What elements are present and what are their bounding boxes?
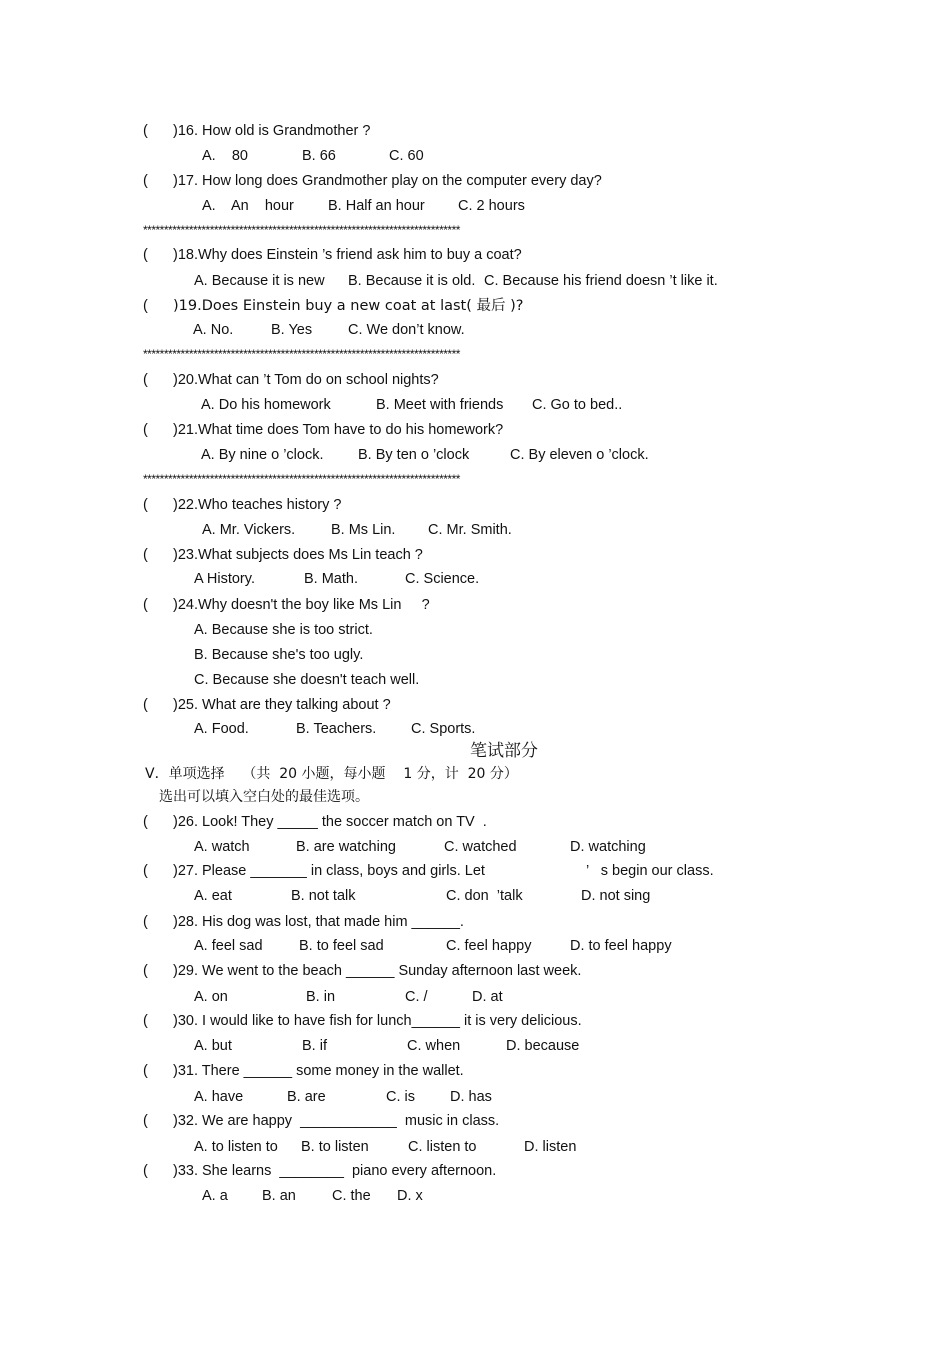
q23-option-a: A History. [194, 571, 255, 587]
q27-bracket: ( [143, 863, 148, 879]
q18-option-c: C. Because his friend doesn ’t like it. [484, 273, 718, 289]
q27-option-d: D. not sing [581, 888, 651, 904]
q28-option-c: C. feel happy [446, 938, 532, 954]
q29-option-d: D. at [472, 989, 503, 1005]
q27-question-tail: ’ s begin our class. [586, 863, 714, 879]
q32-option-a: A. to listen to [194, 1139, 278, 1155]
q25-question: )25. What are they talking about ? [173, 697, 391, 713]
separator-3: **************************************************************************** [143, 472, 460, 486]
q22-option-c: C. Mr. Smith. [428, 522, 512, 538]
q19-option-b: B. Yes [271, 322, 313, 338]
q17-option-c: C. 2 hours [458, 198, 525, 214]
q16-option-a: A. 80 [202, 148, 248, 164]
q30-question: )30. I would like to have fish for lunch______ it is very delicious. [173, 1013, 582, 1029]
q30-option-d: D. because [506, 1038, 580, 1054]
q20-bracket: ( [143, 372, 148, 388]
q28-bracket: ( [143, 914, 148, 930]
q29-option-b: B. in [306, 989, 336, 1005]
q24-bracket: ( [143, 597, 148, 613]
q23-question: )23.What subjects does Ms Lin teach ? [173, 547, 423, 563]
q28-option-d: D. to feel happy [570, 938, 672, 954]
q22-option-a: A. Mr. Vickers. [202, 522, 296, 538]
q19-question: )19.Does Einstein buy a new coat at last( 最后 )? [173, 298, 524, 314]
q30-bracket: ( [143, 1013, 148, 1029]
q21-option-c: C. By eleven o ’clock. [510, 447, 649, 463]
q33-question: )33. She learns ________ piano every afternoon. [173, 1163, 497, 1179]
q33-option-a: A. a [202, 1188, 228, 1204]
q26-option-a: A. watch [194, 839, 250, 855]
q28-option-a: A. feel sad [194, 938, 263, 954]
q27-option-c: C. don ’talk [446, 888, 523, 904]
section-heading: V．单项选择 （共 20 小题，每小题 1 分，计 20 分） [145, 766, 518, 782]
q25-option-b: B. Teachers. [296, 721, 377, 737]
q19-option-a: A. No. [193, 322, 234, 338]
q16-option-b: B. 66 [302, 148, 336, 164]
q18-option-a: A. Because it is new [194, 273, 325, 289]
separator-2: **************************************************************************** [143, 347, 460, 361]
q20-option-a: A. Do his homework [201, 397, 331, 413]
q31-option-b: B. are [287, 1089, 326, 1105]
q26-option-c: C. watched [444, 839, 517, 855]
q27-question: )27. Please _______ in class, boys and girls. Let [173, 863, 485, 879]
q22-question: )22.Who teaches history ? [173, 497, 342, 513]
q19-option-c: C. We don’t know. [348, 322, 465, 338]
q29-question: )29. We went to the beach ______ Sunday afternoon last week. [173, 963, 582, 979]
q31-option-d: D. has [450, 1089, 492, 1105]
q25-option-c: C. Sports. [411, 721, 476, 737]
q17-question: )17. How long does Grandmother play on the computer every day? [173, 173, 602, 189]
q27-option-b: B. not talk [291, 888, 356, 904]
q24-option-b: B. Because she's too ugly. [194, 647, 364, 663]
q26-question: )26. Look! They _____ the soccer match on TV . [173, 814, 487, 830]
q26-option-d: D. watching [570, 839, 646, 855]
q32-question: )32. We are happy ____________ music in class. [173, 1113, 500, 1129]
q24-option-c: C. Because she doesn't teach well. [194, 672, 420, 688]
q30-option-b: B. if [302, 1038, 327, 1054]
q23-bracket: ( [143, 547, 148, 563]
q22-bracket: ( [143, 497, 148, 513]
q17-option-a: A. An hour [202, 198, 294, 214]
q33-option-c: C. the [332, 1188, 371, 1204]
q29-bracket: ( [143, 963, 148, 979]
q20-question: )20.What can ’t Tom do on school nights? [173, 372, 439, 388]
q21-bracket: ( [143, 422, 148, 438]
q30-option-c: C. when [407, 1038, 461, 1054]
q21-question: )21.What time does Tom have to do his homework? [173, 422, 504, 438]
q28-option-b: B. to feel sad [299, 938, 384, 954]
q18-option-b: B. Because it is old. [348, 273, 476, 289]
q31-question: )31. There ______ some money in the wallet. [173, 1063, 464, 1079]
q17-option-b: B. Half an hour [328, 198, 425, 214]
q29-option-c: C. / [405, 989, 428, 1005]
q23-option-b: B. Math. [304, 571, 358, 587]
q29-option-a: A. on [194, 989, 228, 1005]
q31-bracket: ( [143, 1063, 148, 1079]
q30-option-a: A. but [194, 1038, 232, 1054]
q20-option-c: C. Go to bed.. [532, 397, 623, 413]
q32-option-b: B. to listen [301, 1139, 369, 1155]
q33-bracket: ( [143, 1163, 148, 1179]
q24-question: )24.Why doesn't the boy like Ms Lin ? [173, 597, 430, 613]
q18-question: )18.Why does Einstein ’s friend ask him to buy a coat? [173, 247, 522, 263]
q32-option-c: C. listen to [408, 1139, 477, 1155]
q31-option-a: A. have [194, 1089, 244, 1105]
q27-option-a: A. eat [194, 888, 232, 904]
section-title: 笔试部分 [470, 741, 538, 761]
q32-bracket: ( [143, 1113, 148, 1129]
q21-option-a: A. By nine o ’clock. [201, 447, 324, 463]
separator-1: **************************************************************************** [143, 223, 460, 237]
q16-question: )16. How old is Grandmother ? [173, 123, 371, 139]
q25-option-a: A. Food. [194, 721, 249, 737]
q31-option-c: C. is [386, 1089, 415, 1105]
q28-question: )28. His dog was lost, that made him ______. [173, 914, 464, 930]
q20-option-b: B. Meet with friends [376, 397, 504, 413]
q33-option-b: B. an [262, 1188, 296, 1204]
q32-option-d: D. listen [524, 1139, 577, 1155]
q21-option-b: B. By ten o ’clock [358, 447, 470, 463]
q26-option-b: B. are watching [296, 839, 396, 855]
q22-option-b: B. Ms Lin. [331, 522, 396, 538]
q16-option-c: C. 60 [389, 148, 424, 164]
q23-option-c: C. Science. [405, 571, 480, 587]
section-instruction: 选出可以填入空白处的最佳选项。 [159, 789, 369, 805]
q16-bracket: ( [143, 123, 148, 139]
q33-option-d: D. x [397, 1188, 423, 1204]
q24-option-a: A. Because she is too strict. [194, 622, 373, 638]
q26-bracket: ( [143, 814, 148, 830]
q19-bracket: ( [143, 298, 148, 314]
q25-bracket: ( [143, 697, 148, 713]
q17-bracket: ( [143, 173, 148, 189]
q18-bracket: ( [143, 247, 148, 263]
